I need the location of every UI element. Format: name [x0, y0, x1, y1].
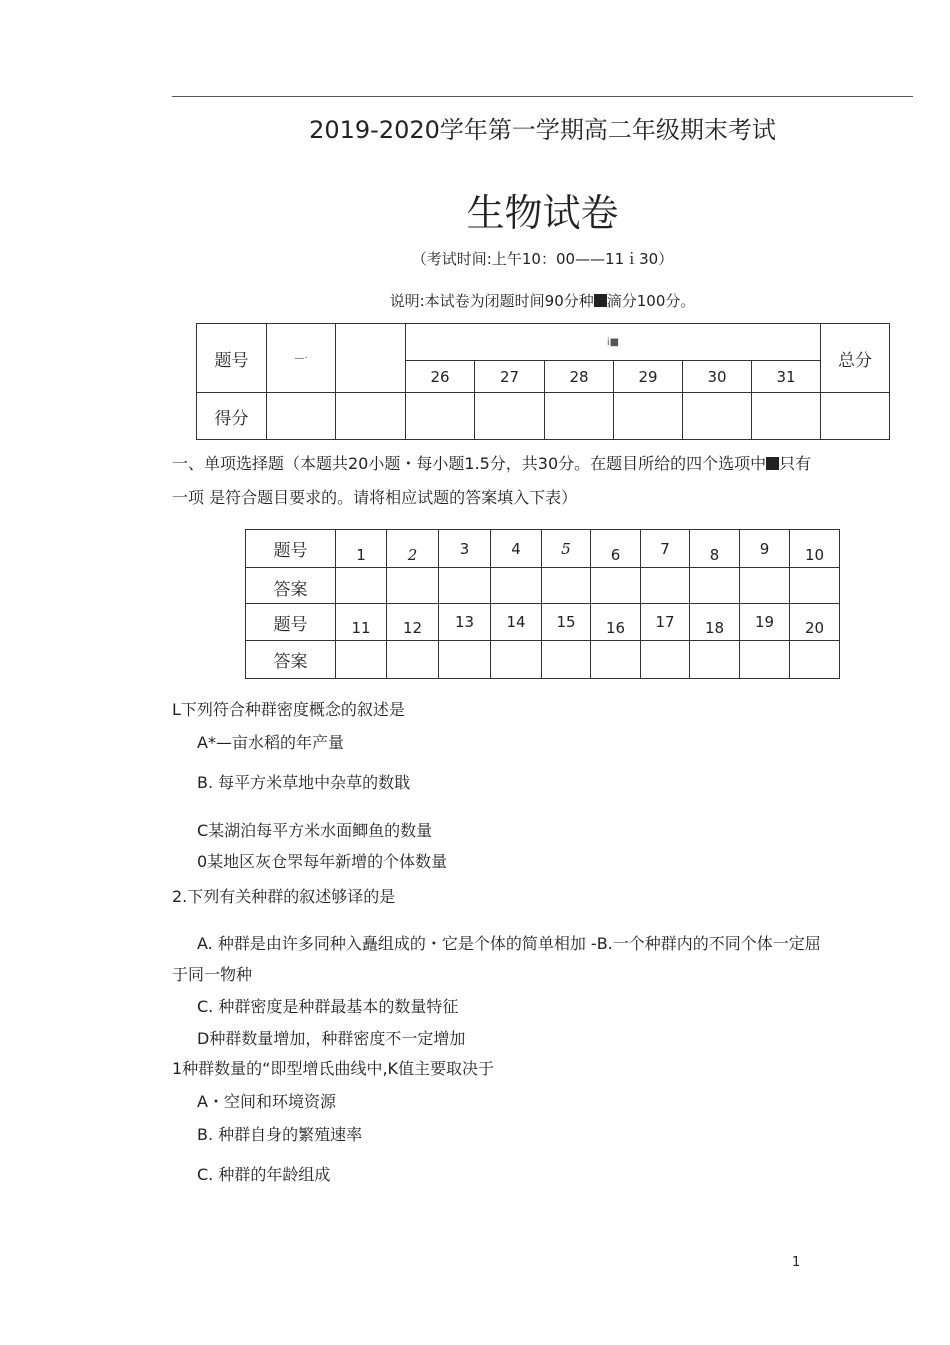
answer-cell[interactable]	[690, 568, 740, 604]
question-3-option-a: A・空间和环境资源	[197, 1092, 336, 1111]
question-2-option-d: D种群数量增加，种群密度不一定增加	[197, 1029, 466, 1048]
question-1-stem: L下列符合种群密度概念的叙述是	[172, 700, 405, 719]
score-number-cell: 28	[545, 361, 614, 393]
subject-title: 生物试卷	[466, 191, 619, 235]
answer-cell[interactable]	[591, 568, 641, 604]
answer-number-cell: 11	[336, 604, 387, 641]
question-1-option-b: B. 每平方米草地中杂草的数戢	[197, 773, 411, 792]
question-2-option-c: C. 种群密度是种群最基本的数量特征	[197, 997, 459, 1016]
answer-cell[interactable]	[690, 641, 740, 679]
page-number: 1	[792, 1255, 801, 1270]
answer-cell[interactable]	[790, 568, 840, 604]
exam-note	[172, 290, 913, 311]
score-col-section2	[336, 324, 406, 393]
answer-cell[interactable]	[641, 568, 690, 604]
answer-row-label-answer: 答案	[246, 641, 336, 679]
score-col-section1: —·	[267, 324, 336, 393]
section1-intro-part2: 只有	[779, 454, 812, 473]
answer-table	[245, 529, 840, 679]
answer-cell[interactable]	[336, 568, 387, 604]
answer-number-cell: 20	[790, 604, 840, 641]
score-cell	[406, 393, 475, 440]
score-cell	[614, 393, 683, 440]
answer-number-cell: 17	[641, 604, 690, 641]
score-row-label-score: 得分	[197, 393, 267, 440]
score-merged-header: i■	[406, 324, 821, 361]
answer-number-cell: 15	[542, 604, 591, 641]
answer-cell[interactable]	[491, 641, 542, 679]
top-rule	[172, 96, 913, 97]
score-number-cell: 26	[406, 361, 475, 393]
score-total-label: 总分	[821, 324, 890, 393]
question-2-stem: 2.下列有关种群的叙述够译的是	[172, 887, 396, 906]
answer-cell[interactable]	[439, 568, 491, 604]
section1-intro-part1: 一、单项选择题（本题共20小题・每小题1.5分，共30分。在题目所给的四个选项中	[172, 454, 767, 473]
score-cell	[267, 393, 336, 440]
answer-number-cell: 9	[740, 530, 790, 568]
answer-cell[interactable]	[439, 641, 491, 679]
answer-number-cell: 6	[591, 530, 641, 568]
exam-note-part1: 说明:本试卷为闭题时间90分种	[389, 292, 594, 310]
answer-number-cell: 16	[591, 604, 641, 641]
score-number-cell: 30	[683, 361, 752, 393]
score-cell	[683, 393, 752, 440]
question-2-option-a: A. 种群是由许多同种入矗组成的・它是个体的简单相加 -B.一个种群内的不同个体一定屈	[197, 934, 821, 953]
question-1-option-c: C某湖泊每平方米水面鲫鱼的数量	[197, 821, 433, 840]
answer-number-cell: 14	[491, 604, 542, 641]
answer-cell[interactable]	[387, 568, 439, 604]
score-number-cell: 29	[614, 361, 683, 393]
answer-cell[interactable]	[387, 641, 439, 679]
question-1-option-a: A*—亩水稻的年产量	[197, 733, 344, 752]
answer-number-cell: 5	[542, 530, 591, 568]
score-cell	[545, 393, 614, 440]
exam-note-part2: 滴分100分。	[606, 292, 696, 310]
score-cell	[475, 393, 545, 440]
answer-cell[interactable]	[491, 568, 542, 604]
answer-number-cell: 12	[387, 604, 439, 641]
score-cell	[336, 393, 406, 440]
question-1-option-d: 0某地区灰仓罘每年新增的个体数量	[197, 852, 448, 871]
answer-cell[interactable]	[336, 641, 387, 679]
answer-row-label-number: 题号	[246, 530, 336, 568]
answer-cell[interactable]	[542, 568, 591, 604]
question-3-option-c: C. 种群的年龄组成	[197, 1165, 331, 1184]
section1-intro-line1	[172, 447, 912, 481]
score-table	[196, 323, 890, 440]
score-cell	[821, 393, 890, 440]
question-3-option-b: B. 种群自身的繁殖速率	[197, 1125, 363, 1144]
answer-number-cell: 7	[641, 530, 690, 568]
score-row-label-number: 题号	[197, 324, 267, 393]
answer-number-cell: 3	[439, 530, 491, 568]
score-cell	[752, 393, 821, 440]
answer-number-cell: 2	[387, 530, 439, 568]
answer-number-cell: 13	[439, 604, 491, 641]
answer-cell[interactable]	[740, 568, 790, 604]
answer-number-cell: 8	[690, 530, 740, 568]
answer-cell[interactable]	[591, 641, 641, 679]
answer-cell[interactable]	[790, 641, 840, 679]
section1-intro-line2: 一项 是符合题目要求的。请将相应试题的答案填入下表）	[172, 488, 578, 507]
exam-time: （考试时间:上午10：00——11ｉ30）	[411, 250, 674, 268]
redaction-block	[766, 457, 779, 470]
question-2-option-a-continued: 于同一物种	[172, 965, 253, 984]
redaction-block	[594, 294, 607, 307]
exam-title: 2019-2020学年第一学期高二年级期末考试	[309, 116, 776, 144]
answer-number-cell: 19	[740, 604, 790, 641]
answer-row-label-answer: 答案	[246, 568, 336, 604]
answer-number-cell: 4	[491, 530, 542, 568]
score-number-cell: 27	[475, 361, 545, 393]
answer-number-cell: 18	[690, 604, 740, 641]
answer-number-cell: 10	[790, 530, 840, 568]
answer-cell[interactable]	[740, 641, 790, 679]
score-number-cell: 31	[752, 361, 821, 393]
answer-number-cell: 1	[336, 530, 387, 568]
answer-row-label-number: 题号	[246, 604, 336, 641]
question-3-stem: 1种群数量的“即型增氐曲线中,K值主要取决于	[172, 1059, 495, 1078]
answer-cell[interactable]	[641, 641, 690, 679]
answer-cell[interactable]	[542, 641, 591, 679]
